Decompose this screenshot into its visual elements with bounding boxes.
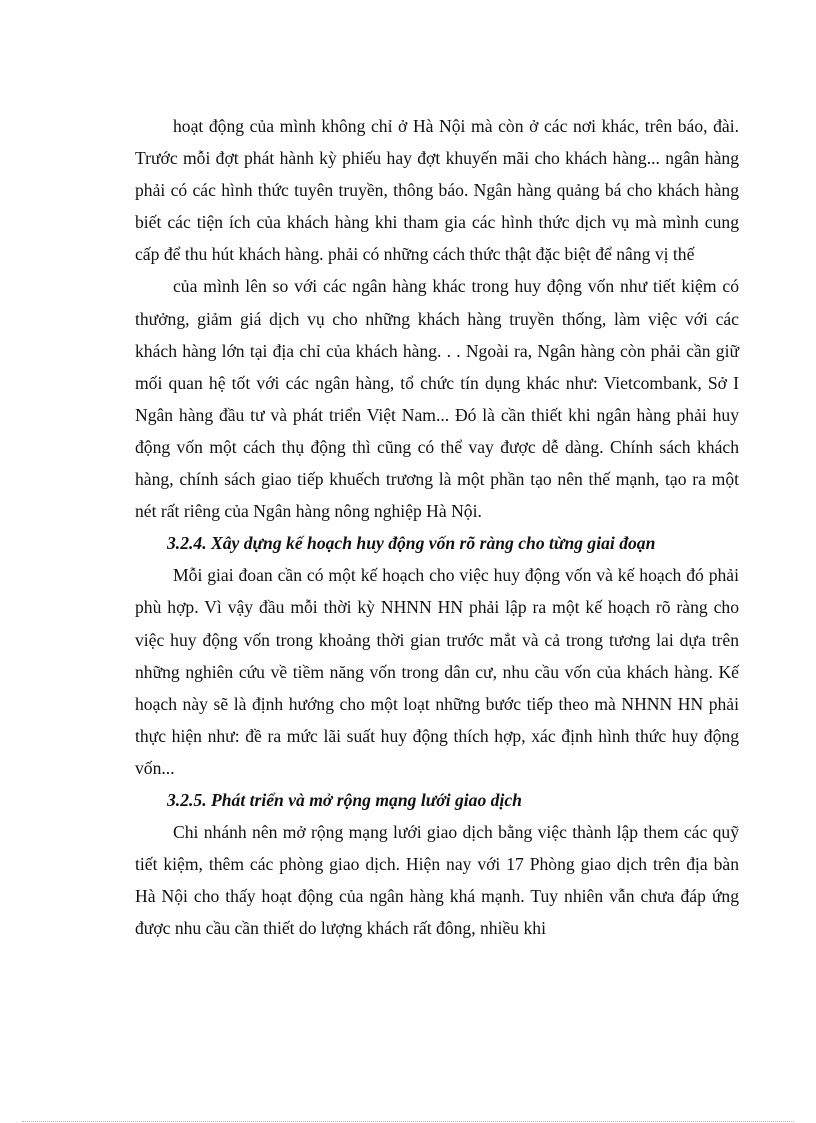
paragraph-1: hoạt động của mình không chỉ ở Hà Nội mà còn ở các nơi khác, trên báo, đài. Trước mỗi đợt phát hành kỳ phiếu hay đợt khuyến mãi cho khách hàng... ngân hàng phải có các hình thức tuyên truyền, thông báo. Ngân hàng quảng bá cho khách hàng biết các tiện ích của khách hàng khi tham gia các hình thức dịch vụ mà mình cung cấp để thu hút khách hàng. phải có những cách thức thật đặc biệt để nâng vị thế xyxy=(135,116,739,265)
paragraph-4: Chi nhánh nên mở rộng mạng lưới giao dịch bằng việc thành lập them các quỹ tiết kiệm, thêm các phòng giao dịch. Hiện nay với 17 Phòng giao dịch trên địa bàn Hà Nội cho thấy hoạt động của ngân hàng khá mạnh. Tuy nhiên vẫn chưa đáp ứng được nhu cầu cần thiết do lượng khách rất đông, nhiều khi xyxy=(135,822,739,939)
section-heading-3-2-4: 3.2.4. Xây dựng kế hoạch huy động vốn rõ ràng cho từng giai đoạn xyxy=(167,533,656,554)
document-body xyxy=(135,110,739,944)
section-heading-3-2-5: 3.2.5. Phát triển và mở rộng mạng lưới giao dịch xyxy=(167,789,522,810)
page-bottom-divider xyxy=(22,1121,794,1122)
paragraph-3: Mỗi giai đoan cần có một kế hoạch cho việc huy động vốn và kế hoạch đó phải phù hợp. Vì vậy đầu mỗi thời kỳ NHNN HN phải lập ra một kế hoạch rõ ràng cho việc huy động vốn trong khoảng thời gian trước mắt và cả trong tương lai dựa trên những nghiên cứu về tiềm năng vốn trong dân cư, nhu cầu vốn của khách hàng. Kế hoạch này sẽ là định hướng cho một loạt những bước tiếp theo mà NHNN HN phải thực hiện như: đề ra mức lãi suất huy động thích hợp, xác định hình thức huy động vốn... xyxy=(135,565,739,778)
paragraph-2: của mình lên so với các ngân hàng khác trong huy động vốn như tiết kiệm có thưởng, giảm giá dịch vụ cho những khách hàng truyền thống, làm việc với các khách hàng lớn tại địa chỉ của khách hàng. . . Ngoài ra, Ngân hàng còn phải cần giữ mối quan hệ tốt với các ngân hàng, tổ chức tín dụng khác như: Vietcombank, Sở I Ngân hàng đầu tư và phát triển Việt Nam... Đó là cần thiết khi ngân hàng phải huy động vốn một cách thụ động thì cũng có thể vay được dễ dàng. Chính sách khách hàng, chính sách giao tiếp khuếch trương là một phần tạo nên thế mạnh, tạo ra một nét rất riêng của Ngân hàng nông nghiệp Hà Nội. xyxy=(135,276,739,522)
